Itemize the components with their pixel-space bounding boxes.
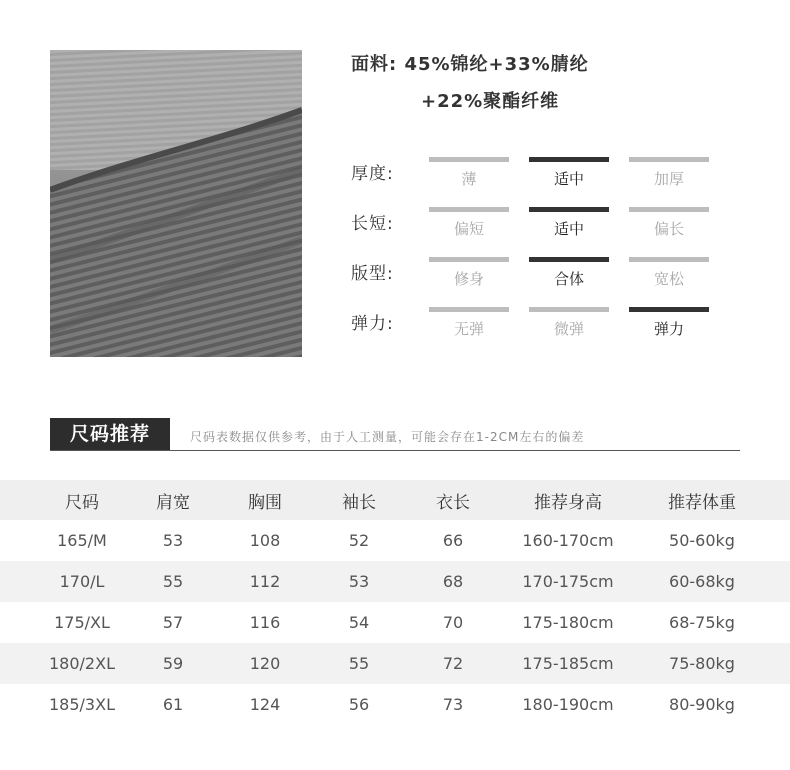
option-slight-stretch: 微弹 [529,307,609,339]
table-cell: 53 [348,572,370,591]
option-thin: 薄 [429,157,509,189]
attribute-label: 长短: [351,214,394,234]
option-short: 偏短 [429,207,509,239]
table-cell: 56 [348,695,370,714]
option-slim: 修身 [429,257,509,289]
table-cell: 124 [249,695,281,714]
table-cell: 60-68kg [669,572,735,591]
table-row [0,520,790,561]
size-section-title: 尺码推荐 [50,418,170,450]
option-long: 偏长 [629,207,709,239]
header-cell: 肩宽 [156,492,190,513]
table-cell: 53 [162,531,184,550]
header-cell: 胸围 [248,492,282,513]
attribute-label: 厚度: [351,164,394,184]
table-cell: 66 [442,531,464,550]
table-row [0,602,790,643]
option-medium-selected: 适中 [529,207,609,239]
option-medium-selected: 适中 [529,157,609,189]
attribute-label: 弹力: [351,314,394,334]
size-table [0,480,790,725]
option-no-stretch: 无弹 [429,307,509,339]
table-cell: 170/L [59,572,105,591]
table-cell: 108 [249,531,281,550]
header-cell: 推荐体重 [668,492,736,513]
table-cell: 80-90kg [669,695,735,714]
header-cell: 推荐身高 [534,492,602,513]
table-cell: 112 [249,572,281,591]
table-header-row [0,480,790,520]
table-cell: 175-180cm [522,613,614,632]
table-cell: 180/2XL [49,654,115,673]
attribute-fit [351,257,731,297]
table-cell: 59 [162,654,184,673]
table-cell: 175-185cm [522,654,614,673]
table-cell: 175/XL [54,613,110,632]
size-section-note: 尺码表数据仅供参考，由于人工测量，可能会存在1-2CM左右的偏差 [190,430,585,444]
attribute-label: 版型: [351,264,394,284]
table-cell: 61 [162,695,184,714]
option-thick: 加厚 [629,157,709,189]
table-cell: 70 [442,613,464,632]
table-row [0,684,790,725]
table-cell: 72 [442,654,464,673]
fabric-swatch-image [50,50,302,357]
table-cell: 116 [249,613,281,632]
table-cell: 55 [162,572,184,591]
option-stretch-selected: 弹力 [629,307,709,339]
attribute-thickness [351,157,731,197]
table-cell: 75-80kg [669,654,735,673]
option-regular-selected: 合体 [529,257,609,289]
header-cell: 尺码 [65,492,99,513]
table-cell: 160-170cm [522,531,614,550]
table-row [0,561,790,602]
table-cell: 180-190cm [522,695,614,714]
table-cell: 54 [348,613,370,632]
table-row [0,643,790,684]
fabric-composition-line1: 面料: 45%锦纶+33%腈纶 [351,54,589,75]
attribute-elasticity [351,307,731,347]
table-cell: 120 [249,654,281,673]
fabric-composition-line2: +22%聚酯纤维 [421,91,560,112]
header-cell: 袖长 [342,492,376,513]
table-cell: 55 [348,654,370,673]
size-recommendation-header [50,418,740,451]
header-cell: 衣长 [436,492,470,513]
table-cell: 52 [348,531,370,550]
option-loose: 宽松 [629,257,709,289]
table-cell: 50-60kg [669,531,735,550]
table-cell: 165/M [57,531,107,550]
table-cell: 68 [442,572,464,591]
table-cell: 185/3XL [49,695,115,714]
table-cell: 57 [162,613,184,632]
table-cell: 68-75kg [669,613,735,632]
table-cell: 73 [442,695,464,714]
table-cell: 170-175cm [522,572,614,591]
attribute-length [351,207,731,247]
